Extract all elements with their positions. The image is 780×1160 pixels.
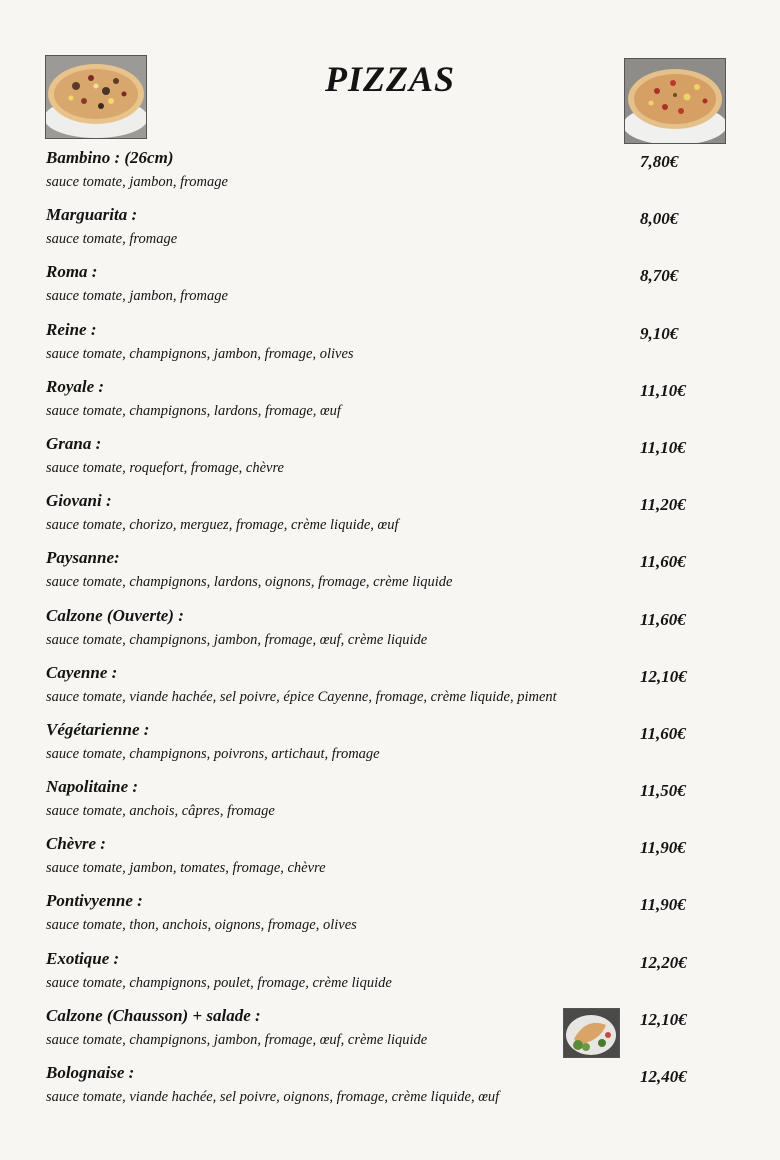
item-name: Royale : xyxy=(46,376,105,396)
item-description: sauce tomate, champignons, lardons, oignons, fromage, crème liquide xyxy=(46,574,453,591)
pizza-photo-right xyxy=(624,58,726,144)
menu-item xyxy=(46,718,746,775)
menu-item xyxy=(46,146,746,203)
item-description: sauce tomate, champignons, poulet, fromage, crème liquide xyxy=(46,974,392,991)
item-name: Bambino : (26cm) xyxy=(46,148,174,167)
menu-item xyxy=(46,604,746,661)
menu-item xyxy=(46,1061,746,1118)
item-price: 11,60€ xyxy=(640,609,686,629)
page-title: PIZZAS xyxy=(324,59,455,99)
item-name: Giovani : xyxy=(46,491,112,511)
item-name: Napolitaine : xyxy=(46,777,139,797)
item-price: 12,10€ xyxy=(640,1009,687,1029)
item-description: sauce tomate, champignons, jambon, fromage, œuf, crème liquide xyxy=(46,631,428,648)
item-description: sauce tomate, viande hachée, sel poivre, épice Cayenne, fromage, crème liquide, piment xyxy=(46,688,557,705)
item-name: Calzone (Ouverte) : xyxy=(46,605,184,625)
menu-item xyxy=(46,260,746,317)
menu-item xyxy=(46,661,746,718)
menu-item xyxy=(46,546,746,603)
item-description: sauce tomate, anchois, câpres, fromage xyxy=(46,803,275,820)
item-name: Reine : xyxy=(46,319,97,339)
menu-item xyxy=(46,832,746,889)
item-description: sauce tomate, chorizo, merguez, fromage, crème liquide, œuf xyxy=(46,517,399,534)
menu-item xyxy=(46,318,746,375)
menu-item xyxy=(46,203,746,260)
item-name: Marguarita : xyxy=(46,205,138,225)
item-name: Grana : xyxy=(46,433,102,453)
item-price: 11,50€ xyxy=(640,781,686,801)
item-price: 12,20€ xyxy=(640,952,687,972)
item-price: 9,10€ xyxy=(640,323,679,343)
menu-item xyxy=(46,947,746,1004)
item-name: Chèvre : xyxy=(46,834,106,854)
item-price: 11,60€ xyxy=(640,723,686,743)
item-description: sauce tomate, champignons, poivrons, artichaut, fromage xyxy=(46,745,380,762)
item-name: Roma : xyxy=(46,262,98,282)
item-price: 8,70€ xyxy=(640,266,679,286)
pizza-photo-left xyxy=(45,55,147,139)
item-description: sauce tomate, champignons, jambon, fromage, olives xyxy=(46,345,354,362)
item-price: 11,20€ xyxy=(640,495,686,515)
item-name: Végétarienne : xyxy=(46,719,150,739)
item-description: sauce tomate, jambon, fromage xyxy=(46,174,228,190)
item-name: Pontivyenne : xyxy=(46,891,143,911)
pizza-menu-list xyxy=(46,146,746,1118)
item-name: Exotique : xyxy=(46,948,120,968)
menu-item xyxy=(46,775,746,832)
item-description: sauce tomate, jambon, tomates, fromage, chèvre xyxy=(46,860,326,877)
menu-item xyxy=(46,375,746,432)
item-price: 12,10€ xyxy=(640,666,687,686)
item-price: 11,90€ xyxy=(640,838,686,858)
menu-item xyxy=(46,489,746,546)
item-name: Cayenne : xyxy=(46,662,118,682)
item-name: Paysanne: xyxy=(46,548,120,568)
item-name: Bolognaise : xyxy=(46,1063,135,1082)
item-description: sauce tomate, champignons, lardons, fromage, œuf xyxy=(46,402,341,419)
item-description: sauce tomate, jambon, fromage xyxy=(46,288,228,305)
item-price: 11,10€ xyxy=(640,380,686,400)
item-description: sauce tomate, thon, anchois, oignons, fromage, olives xyxy=(46,917,357,934)
item-price: 8,00€ xyxy=(640,209,679,229)
item-price: 11,10€ xyxy=(640,437,686,457)
item-description: sauce tomate, fromage xyxy=(46,231,178,248)
item-description: sauce tomate, champignons, jambon, fromage, œuf, crème liquide xyxy=(46,1031,428,1048)
menu-item xyxy=(46,889,746,946)
item-price: 11,60€ xyxy=(640,552,686,572)
item-description: sauce tomate, viande hachée, sel poivre, oignons, fromage, crème liquide, œuf xyxy=(46,1089,500,1105)
menu-item xyxy=(46,1004,746,1061)
item-price: 11,90€ xyxy=(640,895,686,915)
item-name: Calzone (Chausson) + salade : xyxy=(46,1005,261,1025)
item-price: 12,40€ xyxy=(640,1067,687,1086)
item-price: 7,80€ xyxy=(640,152,679,171)
item-description: sauce tomate, roquefort, fromage, chèvre xyxy=(46,459,284,476)
menu-item xyxy=(46,432,746,489)
